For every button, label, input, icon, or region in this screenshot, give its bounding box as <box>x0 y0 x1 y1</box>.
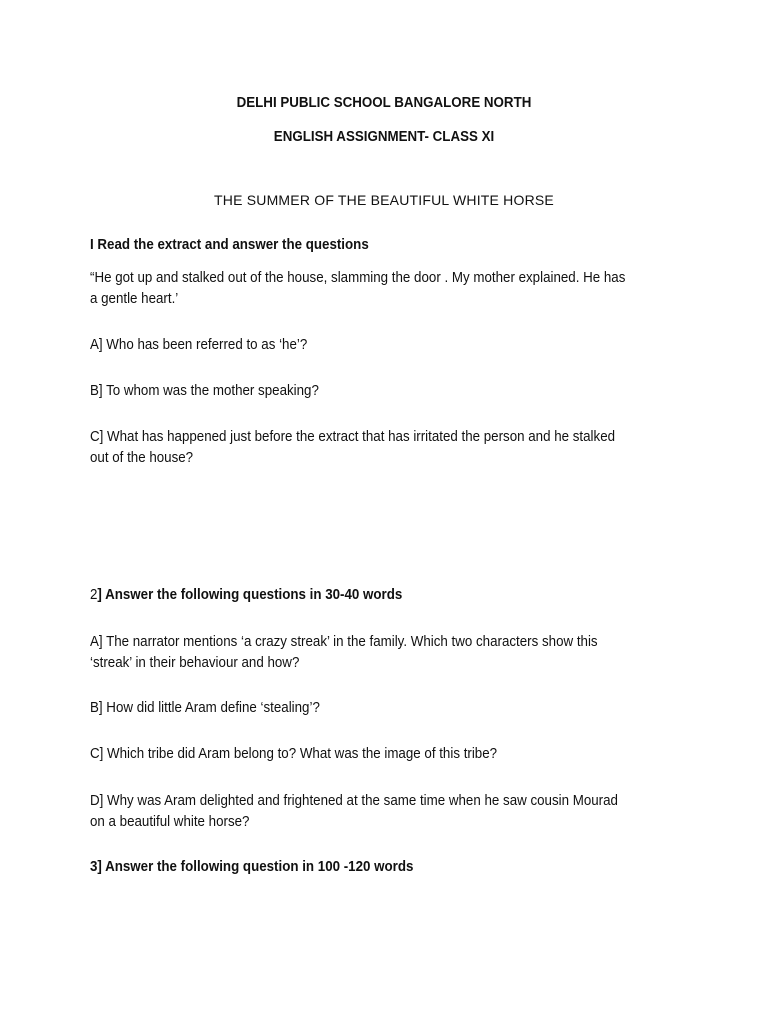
section2-heading-text: ] Answer the following questions in 30-40 words <box>97 587 403 603</box>
section2-question-b: B] How did little Aram define ‘stealing’? <box>90 700 320 716</box>
section1-question-c-line-2: out of the house? <box>90 450 194 466</box>
section1-heading: I Read the extract and answer the questions <box>90 237 369 253</box>
assignment-title: ENGLISH ASSIGNMENT- CLASS XI <box>273 129 495 145</box>
extract-line-2: a gentle heart.’ <box>90 291 179 307</box>
extract-line-1: “He got up and stalked out of the house, slamming the door . My mother explained. He has <box>90 270 626 286</box>
story-title: THE SUMMER OF THE BEAUTIFUL WHITE HORSE <box>214 192 554 208</box>
school-name: DELHI PUBLIC SCHOOL BANGALORE NORTH <box>236 95 532 111</box>
section3-heading: 3] Answer the following question in 100 -120 words <box>90 859 414 875</box>
section2-heading-number: 2 <box>90 587 98 603</box>
section2-question-d-line-1: D] Why was Aram delighted and frightened at the same time when he saw cousin Mourad <box>90 793 618 809</box>
section2-question-d-line-2: on a beautiful white horse? <box>90 814 250 830</box>
section2-heading <box>90 585 402 606</box>
section2-question-a-line-2: ‘streak’ in their behaviour and how? <box>90 655 300 671</box>
section1-question-b: B] To whom was the mother speaking? <box>90 383 319 399</box>
section2-question-a-line-1: A] The narrator mentions ‘a crazy streak’ in the family. Which two characters show this <box>90 634 598 650</box>
section1-question-c-line-1: C] What has happened just before the extract that has irritated the person and he stalked <box>90 429 616 445</box>
section1-question-a: A] Who has been referred to as ‘he’? <box>90 337 308 353</box>
section2-question-c: C] Which tribe did Aram belong to? What was the image of this tribe? <box>90 746 498 762</box>
